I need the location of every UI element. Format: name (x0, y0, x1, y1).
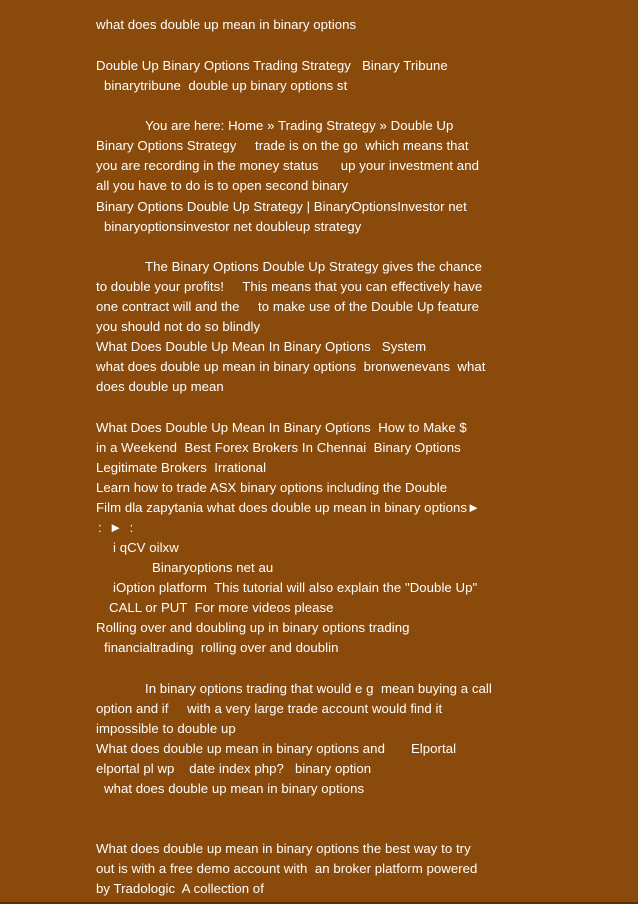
text-line-heading: what does double up mean in binary options (96, 17, 357, 32)
result-title-link[interactable]: What does double up mean in binary options and Elportal (96, 741, 457, 756)
result-title-link[interactable]: What Does Double Up Mean In Binary Options How to Make $ (96, 420, 467, 435)
text-line: option and if with a very large trade account would find it (96, 701, 443, 716)
text-line: all you have to do is to open second binary (96, 178, 349, 193)
text-line: i qCV oilxw (113, 540, 179, 555)
result-title-link[interactable]: What Does Double Up Mean In Binary Options System (96, 339, 427, 354)
text-line: you are recording in the money status up your investment and (96, 158, 479, 173)
text-line: You are here: Home » Trading Strategy » Double Up (145, 118, 454, 133)
text-line: The Binary Options Double Up Strategy gives the chance (145, 259, 482, 274)
result-url: binarytribune double up binary options st (104, 78, 348, 93)
text-line: out is with a free demo account with an broker platform powered (96, 861, 478, 876)
text-line: you should not do so blindly (96, 319, 261, 334)
text-line: elportal pl wp date index php? binary option (96, 761, 372, 776)
text-line: iOption platform This tutorial will also explain the "Double Up" (113, 580, 478, 595)
text-line: Film dla zapytania what does double up mean in binary options► (96, 500, 481, 515)
result-url: binaryoptionsinvestor net doubleup strategy (104, 219, 362, 234)
text-line: impossible to double up (96, 721, 236, 736)
text-line: by Tradologic A collection of (96, 881, 264, 896)
text-line: one contract will and the to make use of the Double Up feature (96, 299, 480, 314)
text-line: Binaryoptions net au (152, 560, 274, 575)
result-url: financialtrading rolling over and doublin (104, 640, 339, 655)
result-title-link[interactable]: Rolling over and doubling up in binary options trading (96, 620, 410, 635)
text-line: CALL or PUT For more videos please (109, 600, 334, 615)
text-line: what does double up mean in binary options (104, 781, 365, 796)
text-line: Legitimate Brokers Irrational (96, 460, 267, 475)
text-line: what does double up mean in binary options bronwenevans what (96, 359, 486, 374)
result-title-link[interactable]: Double Up Binary Options Trading Strategy Binary Tribune (96, 58, 448, 73)
result-title-link[interactable]: Binary Options Double Up Strategy | BinaryOptionsInvestor net (96, 199, 467, 214)
text-line: Binary Options Strategy trade is on the go which means that (96, 138, 469, 153)
text-line: in a Weekend Best Forex Brokers In Chennai Binary Options (96, 440, 461, 455)
text-line: Learn how to trade ASX binary options including the Double (96, 480, 448, 495)
text-line: does double up mean (96, 379, 224, 394)
text-line: to double your profits! This means that you can effectively have (96, 279, 483, 294)
text-line: In binary options trading that would e g mean buying a call (145, 681, 492, 696)
text-line: What does double up mean in binary options the best way to try (96, 841, 471, 856)
text-line: : ► : (98, 520, 134, 535)
